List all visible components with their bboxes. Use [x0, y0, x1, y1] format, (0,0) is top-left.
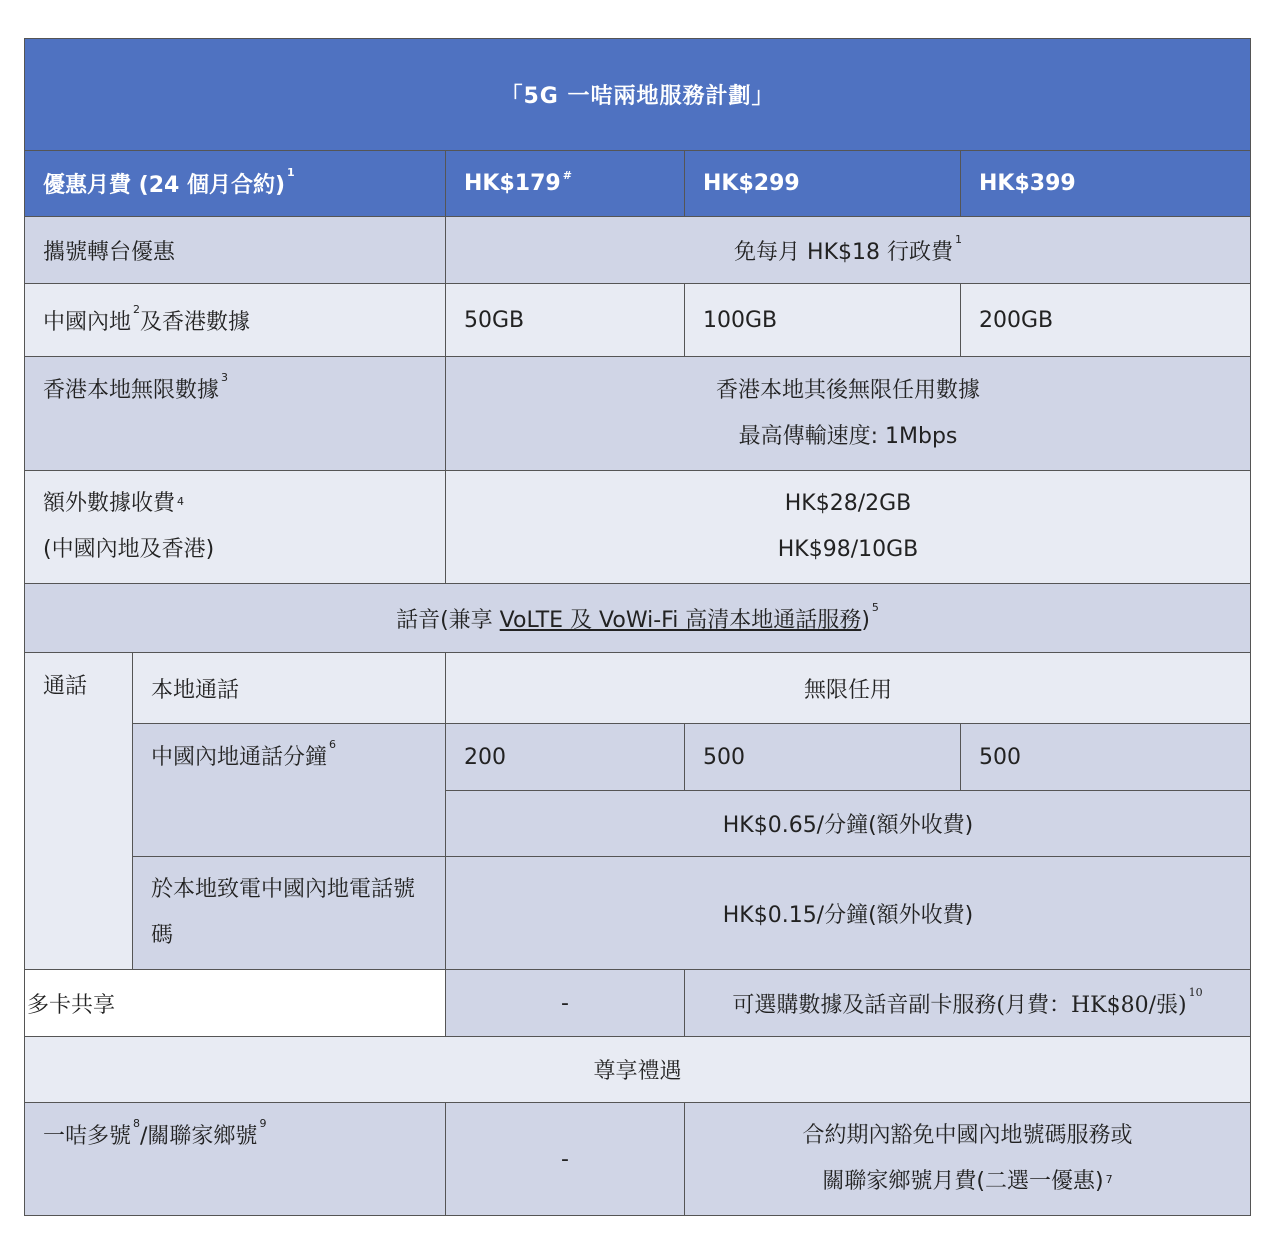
calls-group-label: 通話 — [25, 653, 133, 970]
plan-299-header: HK$299 — [685, 151, 961, 217]
mainland-minutes-plan3: 500 — [961, 724, 1251, 791]
port-in-label: 攜號轉台優惠 — [25, 217, 446, 284]
idd-label: 於本地致電中國內地電話號碼 — [133, 857, 446, 970]
data-label: 中國內地$^2$及香港數據 — [25, 284, 446, 357]
data-value-plan1: 50GB — [446, 284, 685, 357]
data-value-plan3: 200GB — [961, 284, 1251, 357]
mainland-minutes-plan2: 500 — [685, 724, 961, 791]
monthly-fee-header: 優惠月費 (24 個月合約)$^1$ — [25, 151, 446, 217]
data-value-plan2: 100GB — [685, 284, 961, 357]
mainland-minutes-extra: HK$0.65/分鐘(額外收費) — [446, 791, 1251, 857]
plan-table — [24, 38, 1251, 1216]
port-in-value: 免每月 HK$18 行政費$^1$ — [446, 217, 1251, 284]
mainland-minutes-label: 中國內地通話分鐘$^6$ — [133, 724, 446, 857]
voice-section-header: 話音(兼享 VoLTE 及 VoWi-Fi 高清本地通話服務)$^5$ — [25, 584, 1251, 653]
multi-number-label: 一咭多號$^8$/關聯家鄉號$^9$ — [25, 1103, 446, 1216]
unlimited-data-label: 香港本地無限數據$^3$ — [25, 357, 446, 471]
idd-value: HK$0.15/分鐘(額外收費) — [446, 857, 1251, 970]
local-calls-value: 無限任用 — [446, 653, 1251, 724]
volte-link[interactable]: VoLTE 及 VoWi-Fi 高清本地通話服務 — [499, 607, 862, 633]
plan-title: 「5G 一咭兩地服務計劃」 — [25, 39, 1251, 151]
multi-number-plan1: - — [446, 1103, 685, 1216]
monthly-fee-label: 優惠月費 (24 個月合約) — [43, 173, 286, 198]
plan-179-header: HK$179 # — [446, 151, 685, 217]
mainland-minutes-plan1: 200 — [446, 724, 685, 791]
unlimited-data-value: 香港本地其後無限任用數據 最高傳輸速度: 1Mbps — [446, 357, 1251, 471]
local-calls-label: 本地通話 — [133, 653, 446, 724]
plan-399-header: HK$399 — [961, 151, 1251, 217]
extra-data-value: HK$28/2GB HK$98/10GB — [446, 471, 1251, 584]
multi-number-value: 合約期內豁免中國內地號碼服務或 關聯家鄉號月費(二選一優惠) $^7$ — [685, 1103, 1251, 1216]
extra-data-label: 額外數據收費 $^4$ (中國內地及香港) — [25, 471, 446, 584]
multisim-plan1: - — [446, 970, 685, 1037]
exclusive-section-header: 尊享禮遇 — [25, 1037, 1251, 1103]
multisim-label: 多卡共享 — [25, 970, 446, 1037]
multisim-value: 可選購數據及話音副卡服務(月費：HK$80/張)$^{10}$ — [685, 970, 1251, 1037]
